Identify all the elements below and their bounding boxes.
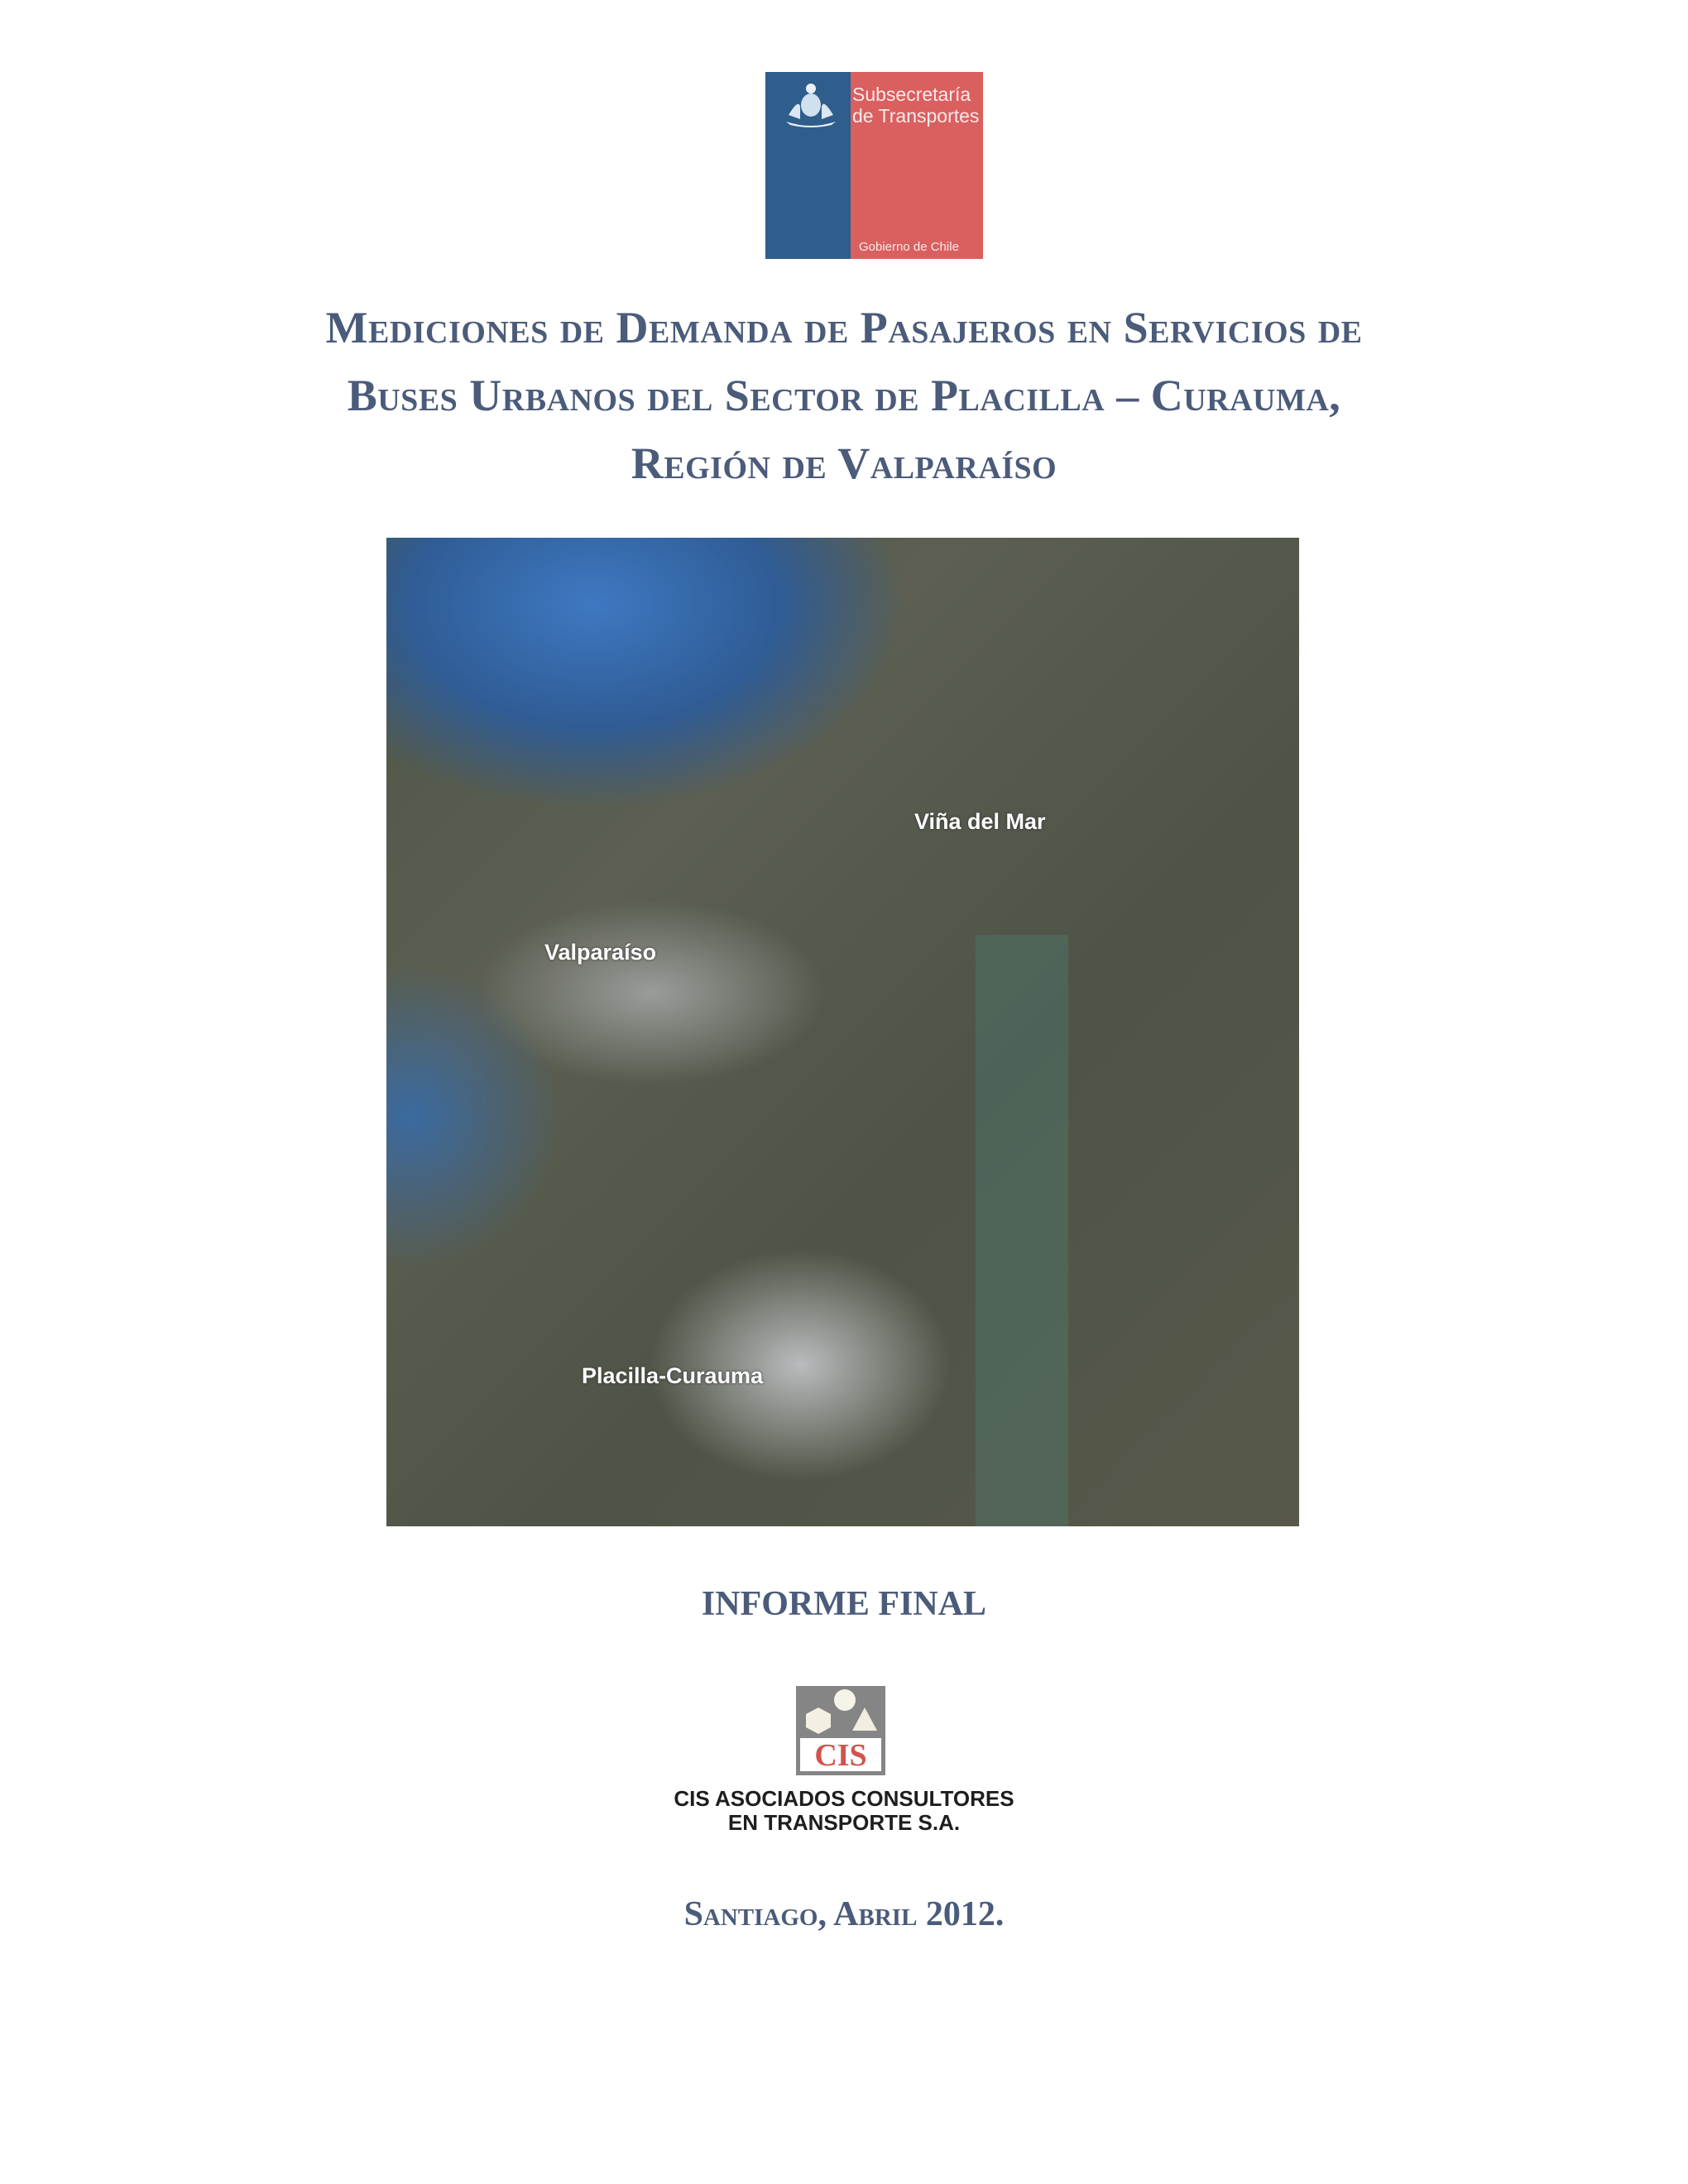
logo-blue-panel [765, 72, 851, 259]
map-label-valparaiso: Valparaíso [544, 940, 657, 965]
document-date: Santiago, Abril 2012. [683, 1895, 1005, 1933]
cis-logo [796, 1686, 885, 1775]
report-type: INFORME FINAL [701, 1585, 987, 1623]
title-line-1: Mediciones de Demanda de Pasajeros en Servicios de [325, 303, 1363, 352]
title-line-2: Buses Urbanos del Sector de Placilla – Curauma, [347, 371, 1341, 420]
logo-red-panel [851, 72, 983, 259]
consultant-name [0, 1787, 1688, 1835]
satellite-map-image [386, 538, 1299, 1526]
logo-line-1: Subsecretaría [852, 84, 971, 105]
pyramid-icon [852, 1707, 877, 1731]
logo-line-2: de Transportes [852, 105, 980, 127]
cis-logo-text: CIS [800, 1738, 881, 1771]
map-overlay-strip [976, 935, 1068, 1526]
subsecretaria-transportes-logo [765, 72, 983, 259]
consultant-name-line-1: CIS ASOCIADOS CONSULTORES [674, 1786, 1014, 1811]
logo-footer: Gobierno de Chile [859, 240, 959, 254]
document-title [0, 294, 1688, 497]
chile-coat-of-arms-icon [782, 82, 840, 127]
cube-icon [806, 1707, 831, 1734]
consultant-name-line-2: EN TRANSPORTE S.A. [727, 1810, 961, 1835]
title-line-3: Región de Valparaíso [631, 438, 1057, 488]
map-label-placilla-curauma: Placilla-Curauma [582, 1363, 764, 1388]
map-label-vina-del-mar: Viña del Mar [914, 809, 1046, 834]
